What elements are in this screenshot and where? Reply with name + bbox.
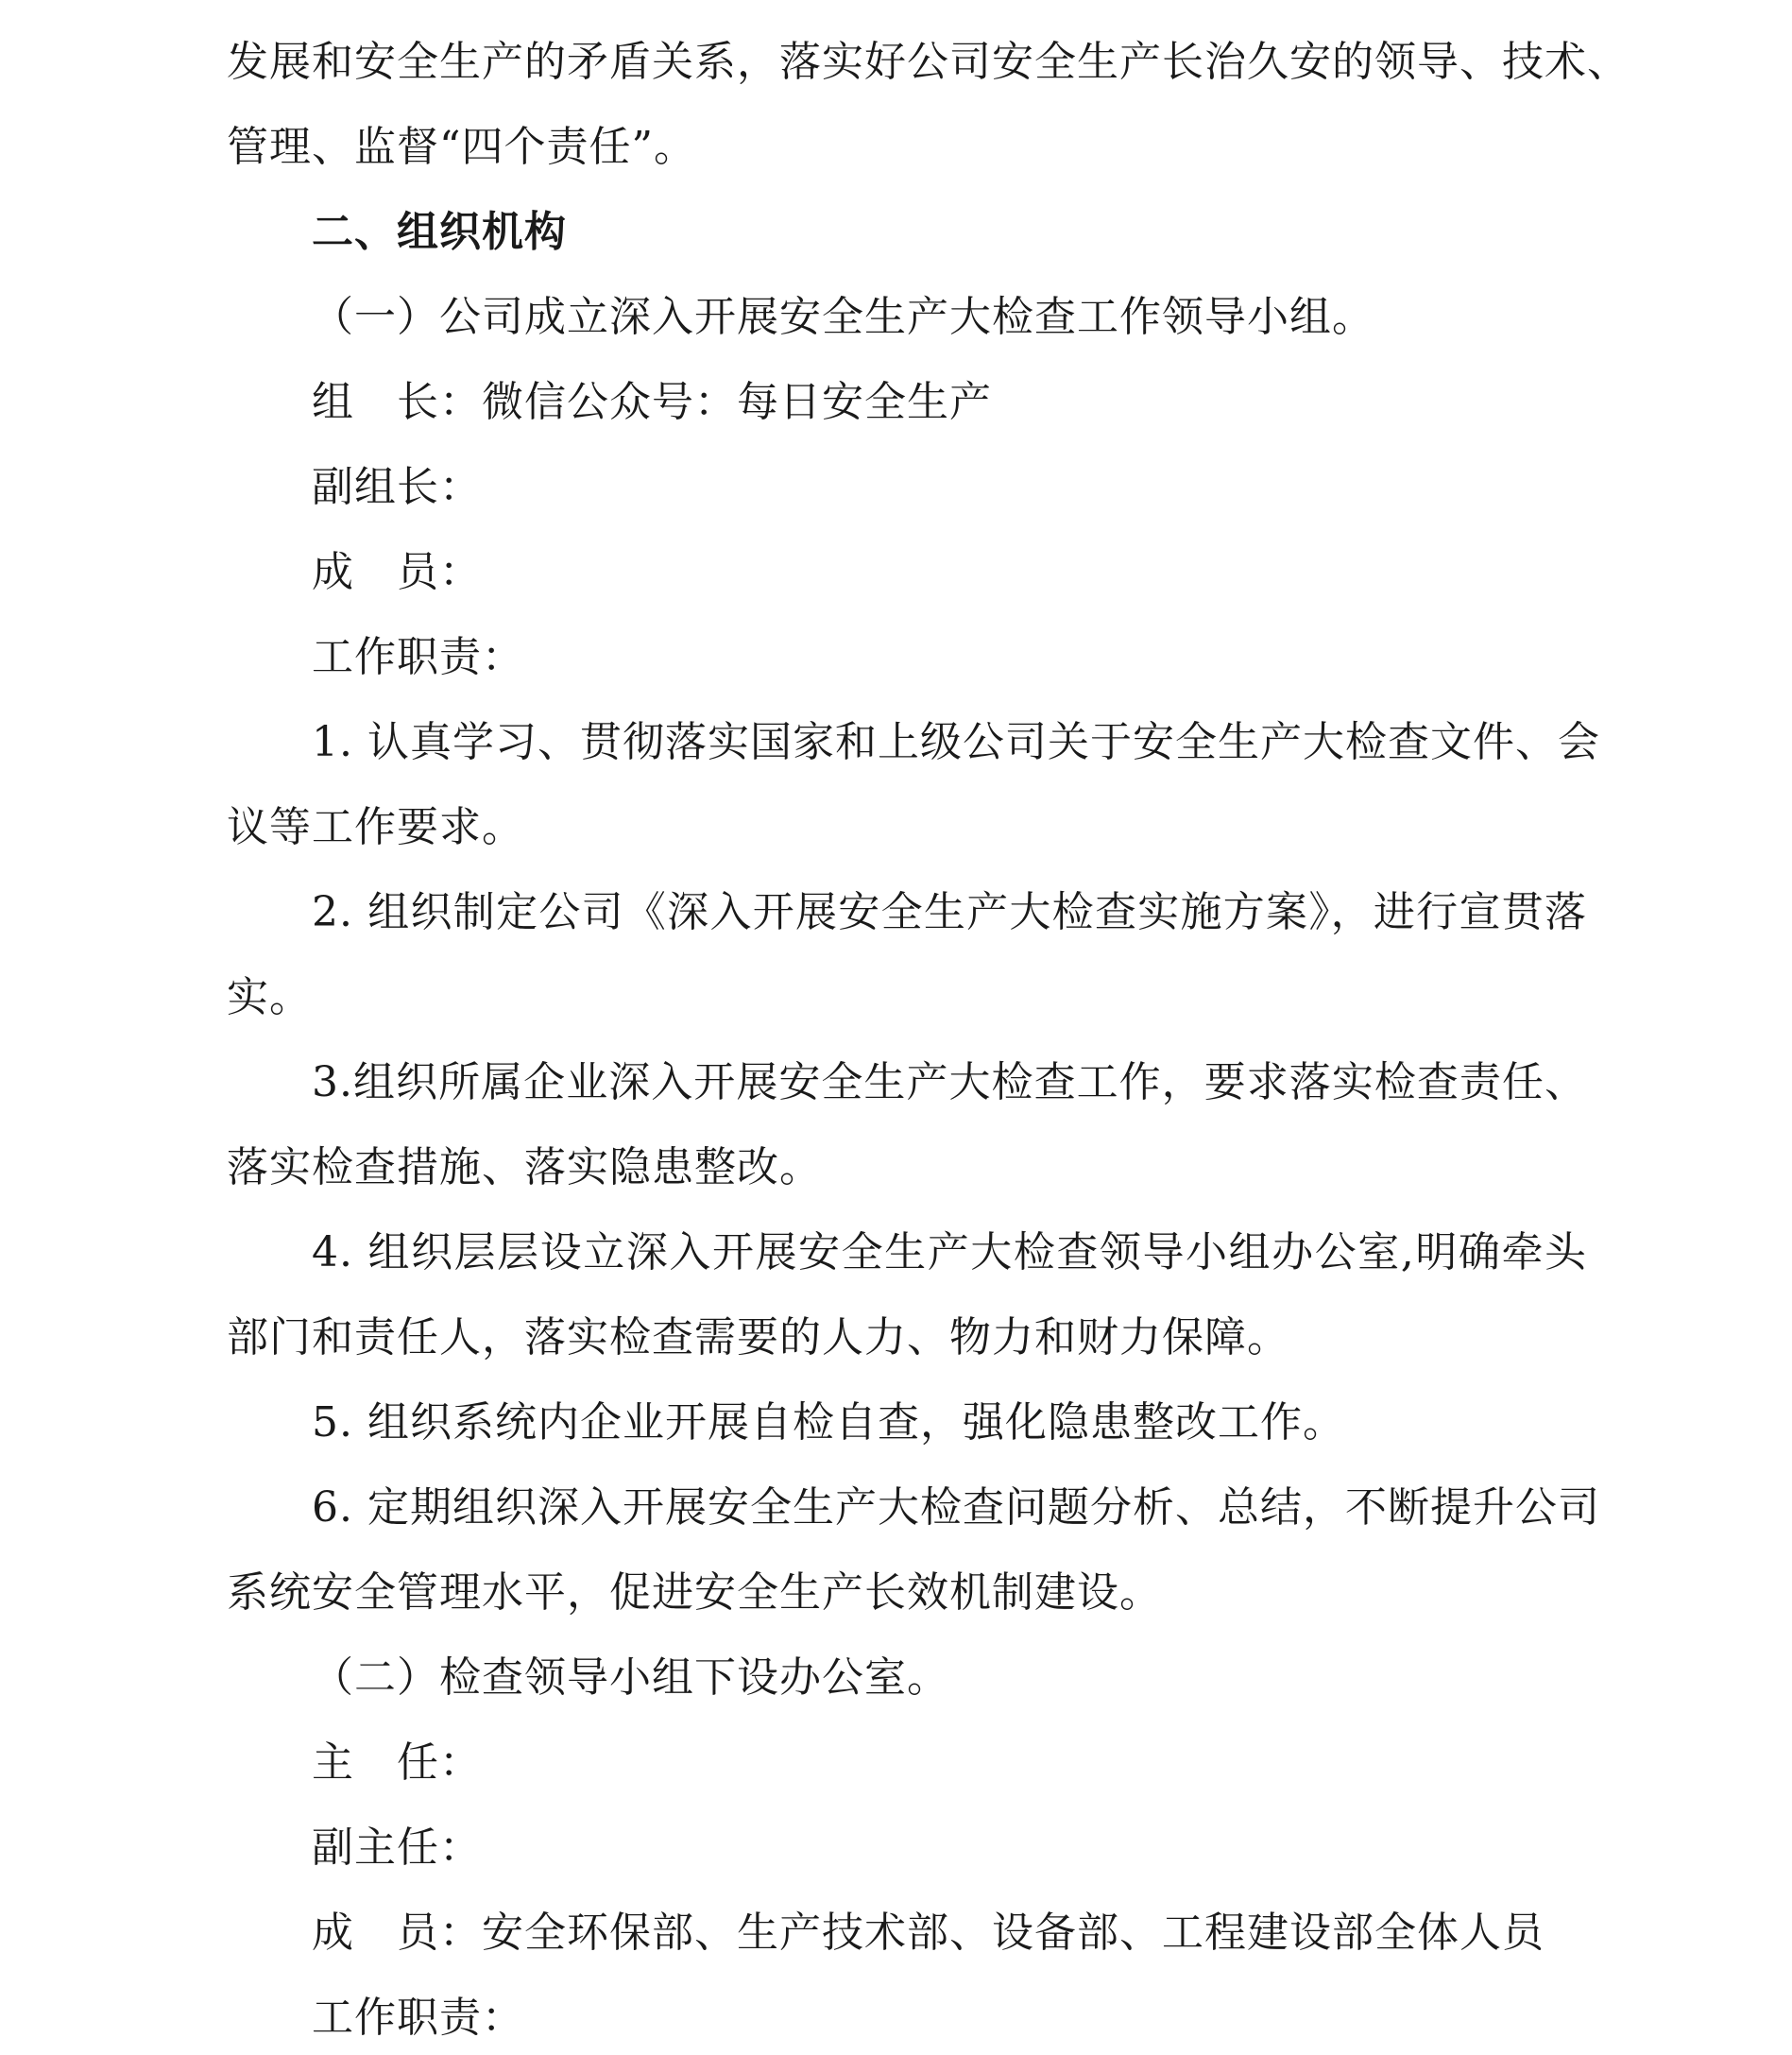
duty-item-1-line-1: 1. 认真学习、贯彻落实国家和上级公司关于安全生产大检查文件、会 (312, 718, 1600, 766)
subsection-heading-leadership-group: （一）公司成立深入开展安全生产大检查工作领导小组。 (312, 293, 1374, 341)
duty-item-4-line-2: 部门和责任人，落实检查需要的人力、物力和财力保障。 (227, 1313, 1289, 1361)
duty-item-1-line-2: 议等工作要求。 (227, 803, 524, 851)
office-duties-label: 工作职责： (312, 1994, 524, 2042)
section-heading-organization: 二、组织机构 (312, 208, 567, 256)
duties-label: 工作职责： (312, 633, 524, 681)
duty-item-4-line-1: 4. 组织层层设立深入开展安全生产大检查领导小组办公室,明确牵头 (312, 1228, 1587, 1276)
office-members-line: 成 员：安全环保部、生产技术部、设备部、工程建设部全体人员 (312, 1909, 1545, 1957)
duty-item-2-line-1: 2. 组织制定公司《深入开展安全生产大检查实施方案》，进行宣贯落 (312, 888, 1587, 936)
duty-item-2-line-2: 实。 (227, 973, 312, 1021)
director-line: 主 任： (312, 1738, 482, 1787)
group-leader-line: 组 长：微信公众号：每日安全生产 (312, 378, 992, 426)
members-line: 成 员： (312, 548, 482, 596)
duty-item-6-line-1: 6. 定期组织深入开展安全生产大检查问题分析、总结，不断提升公司 (312, 1483, 1600, 1532)
duty-item-3-line-2: 落实检查措施、落实隐患整改。 (227, 1143, 822, 1191)
subsection-heading-office: （二）检查领导小组下设办公室。 (312, 1653, 949, 1702)
deputy-director-line: 副主任： (312, 1824, 482, 1872)
duty-item-5: 5. 组织系统内企业开展自检自查，强化隐患整改工作。 (312, 1398, 1345, 1447)
paragraph-intro-line-2: 管理、监督“四个责任”。 (227, 123, 696, 171)
deputy-leader-line: 副组长： (312, 463, 482, 511)
duty-item-6-line-2: 系统安全管理水平，促进安全生产长效机制建设。 (227, 1568, 1162, 1617)
duty-item-3-line-1: 3.组织所属企业深入开展安全生产大检查工作，要求落实检查责任、 (312, 1058, 1587, 1106)
paragraph-intro-line-1: 发展和安全生产的矛盾关系，落实好公司安全生产长治久安的领导、技术、 (227, 38, 1630, 86)
